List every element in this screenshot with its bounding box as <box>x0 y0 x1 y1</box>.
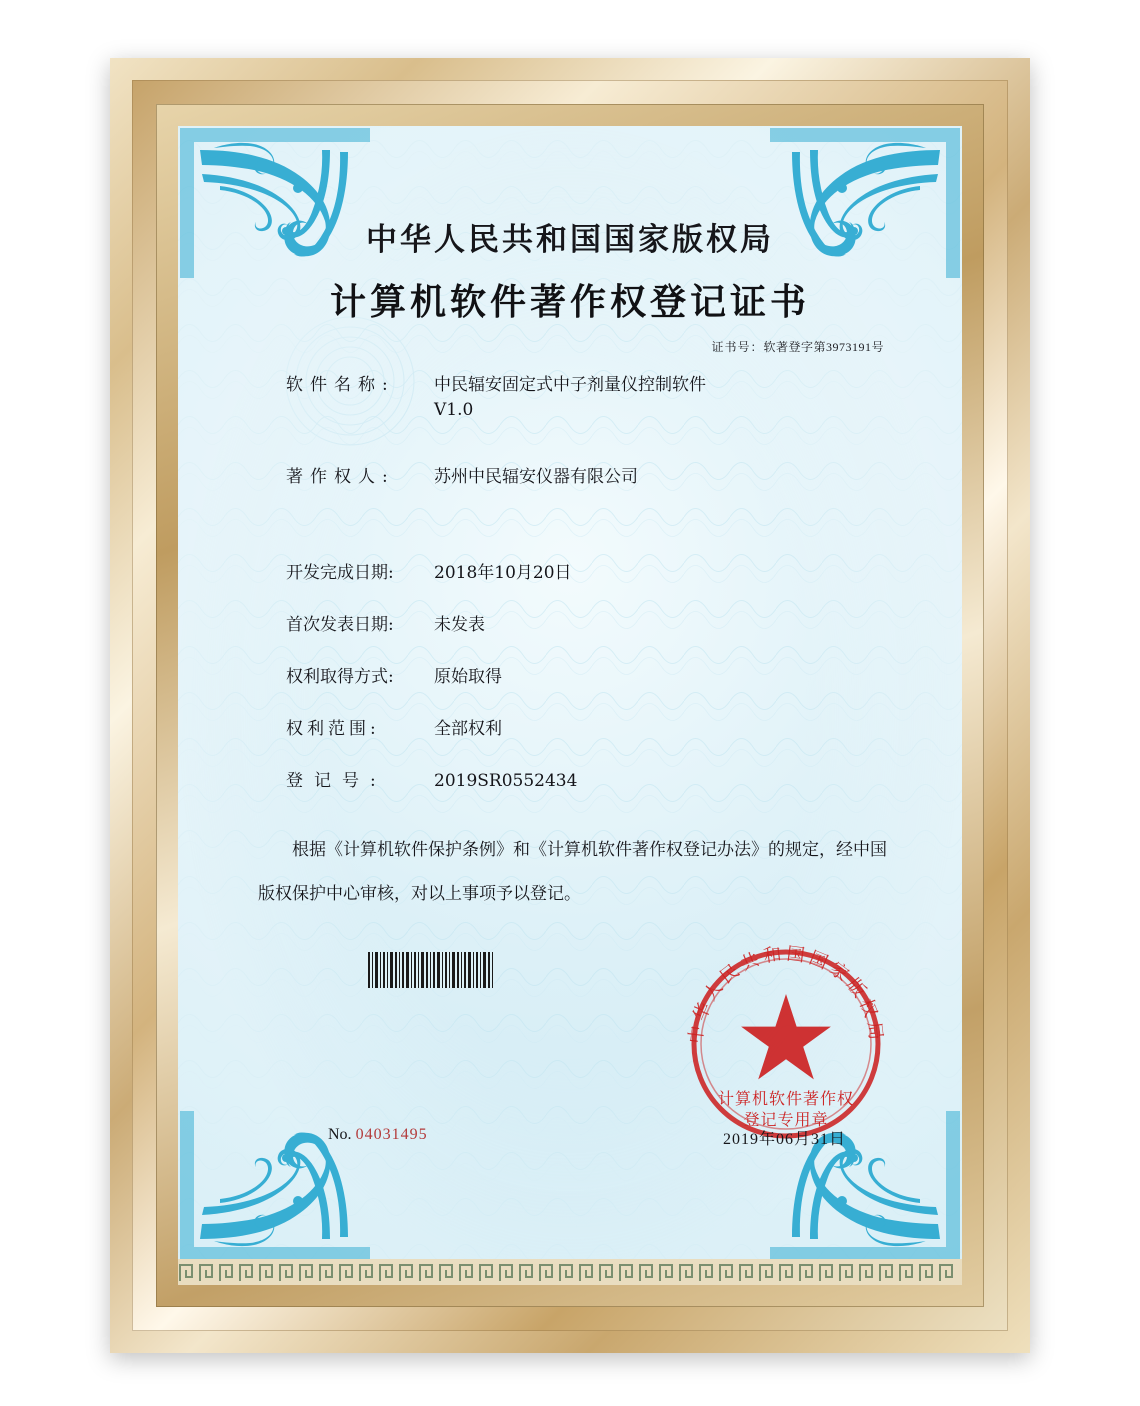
legal-paragraph: 根据《计算机软件保护条例》和《计算机软件著作权登记办法》的规定，经中国版权保护中心审核，对以上事项予以登记。 <box>258 840 887 904</box>
footer-serial-value: 04031495 <box>355 1126 428 1143</box>
field-first-publish-date-label: 首次发表日期: <box>286 615 394 635</box>
field-software-name-value: 中民辐安固定式中子剂量仪控制软件 <box>434 375 706 395</box>
field-acquisition-method <box>286 662 502 687</box>
field-development-date-value: 2018年10月20日 <box>434 563 572 583</box>
seal-line-2: 登记专用章 <box>743 1110 829 1129</box>
page-title-issuer: 中华人民共和国国家版权局 <box>366 222 774 258</box>
certificate-number-value: 软著登字第3973191号 <box>763 340 884 354</box>
page-title-certificate: 计算机软件著作权登记证书 <box>329 281 810 323</box>
certificate-number-label: 证书号： <box>711 340 764 354</box>
official-seal-icon <box>676 934 896 1154</box>
field-software-name <box>286 370 706 395</box>
field-registration-number-value: 2019SR0552434 <box>434 771 578 791</box>
field-copyright-owner-value: 苏州中民辐安仪器有限公司 <box>434 467 638 487</box>
certificate-number <box>711 338 884 355</box>
field-software-name-label: 软件名称: <box>286 375 395 395</box>
seal-line-1: 计算机软件著作权 <box>717 1089 855 1108</box>
field-rights-scope-label: 权利范围: <box>286 719 380 739</box>
field-acquisition-method-label: 权利取得方式: <box>286 667 394 687</box>
field-first-publish-date <box>286 610 485 635</box>
field-copyright-owner <box>286 462 638 487</box>
field-rights-scope <box>286 714 502 739</box>
field-development-date <box>286 558 572 583</box>
footer-serial-label: No. <box>328 1126 352 1143</box>
field-first-publish-date-value: 未发表 <box>434 615 485 635</box>
field-registration-number-label: 登记号: <box>286 771 387 791</box>
certificate-paper <box>178 126 962 1285</box>
field-rights-scope-value: 全部权利 <box>434 719 502 739</box>
footer-issue-date: 2019年06月31日 <box>722 1131 846 1148</box>
field-software-version: V1.0 <box>434 400 474 420</box>
seal-ring-text: 中华人民共和国国家版权局 <box>685 943 887 1045</box>
barcode-icon <box>366 952 494 988</box>
footer-serial <box>328 1126 428 1144</box>
field-development-date-label: 开发完成日期: <box>286 563 394 583</box>
certificate-frame <box>110 58 1030 1353</box>
field-copyright-owner-label: 著作权人: <box>286 467 395 487</box>
field-registration-number <box>286 766 577 791</box>
field-acquisition-method-value: 原始取得 <box>434 667 502 687</box>
